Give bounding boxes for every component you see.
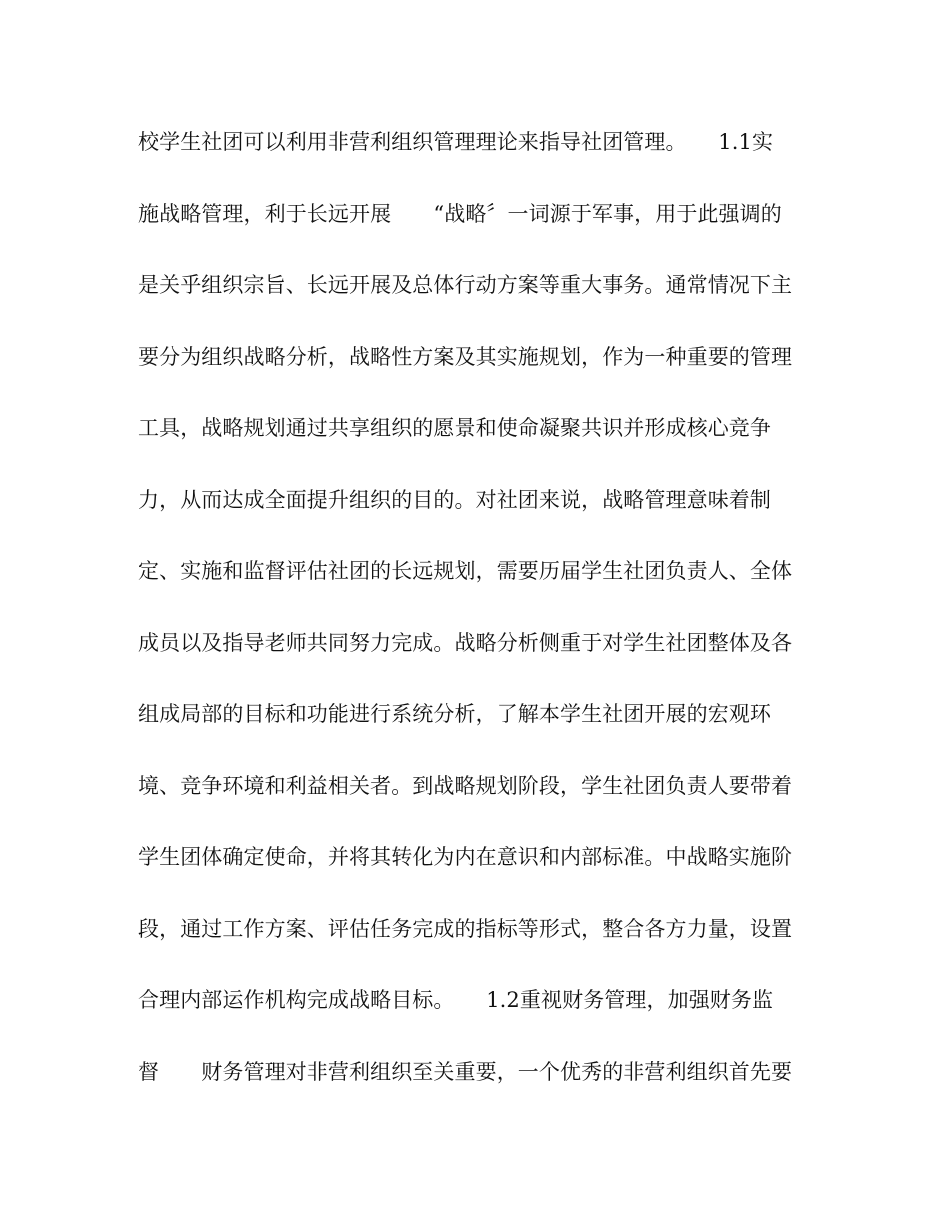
text-line: 合理内部运作机构完成战略目标。 1.2重视财务管理，加强财务监 [138,988,774,1012]
text-line: 定、实施和监督评估社团的长远规划，需要历届学生社团负责人、全体 [138,559,793,583]
text-line: 施战略管理，利于长远开展 “战略〞一词源于军事，用于此强调的 [138,201,782,226]
text-line: 力，从而达成全面提升组织的目的。对社团来说，战略管理意味着制 [138,487,771,512]
text-line: 是关乎组织宗旨、长远开展及总体行动方案等重大事务。通常情况下主 [138,273,793,297]
text-line: 工具，战略规划通过共享组织的愿景和使命凝聚共识并形成核心竞争 [138,416,771,440]
text-line: 成员以及指导老师共同努力完成。战略分析侧重于对学生社团整体及各 [138,630,793,655]
body-text [138,120,818,1121]
text-line: 段，通过工作方案、评估任务完成的指标等形式，整合各方力量，设置 [138,916,793,941]
text-line: 督 财务管理对非营利组织至关重要，一个优秀的非营利组织首先要 [138,1059,793,1084]
text-line: 学生团体确定使命，并将其转化为内在意识和内部标准。中战略实施阶 [138,845,793,869]
text-line: 组成局部的目标和功能进行系统分析，了解本学生社团开展的宏观环 [138,702,771,726]
text-line: 校学生社团可以利用非营利组织管理理论来指导社团管理。 1.1实 [138,130,774,154]
text-line: 境、竞争环境和利益相关者。到战略规划阶段，学生社团负责人要带着 [138,773,793,798]
text-line: 要分为组织战略分析，战略性方案及其实施规划，作为一种重要的管理 [138,344,793,369]
